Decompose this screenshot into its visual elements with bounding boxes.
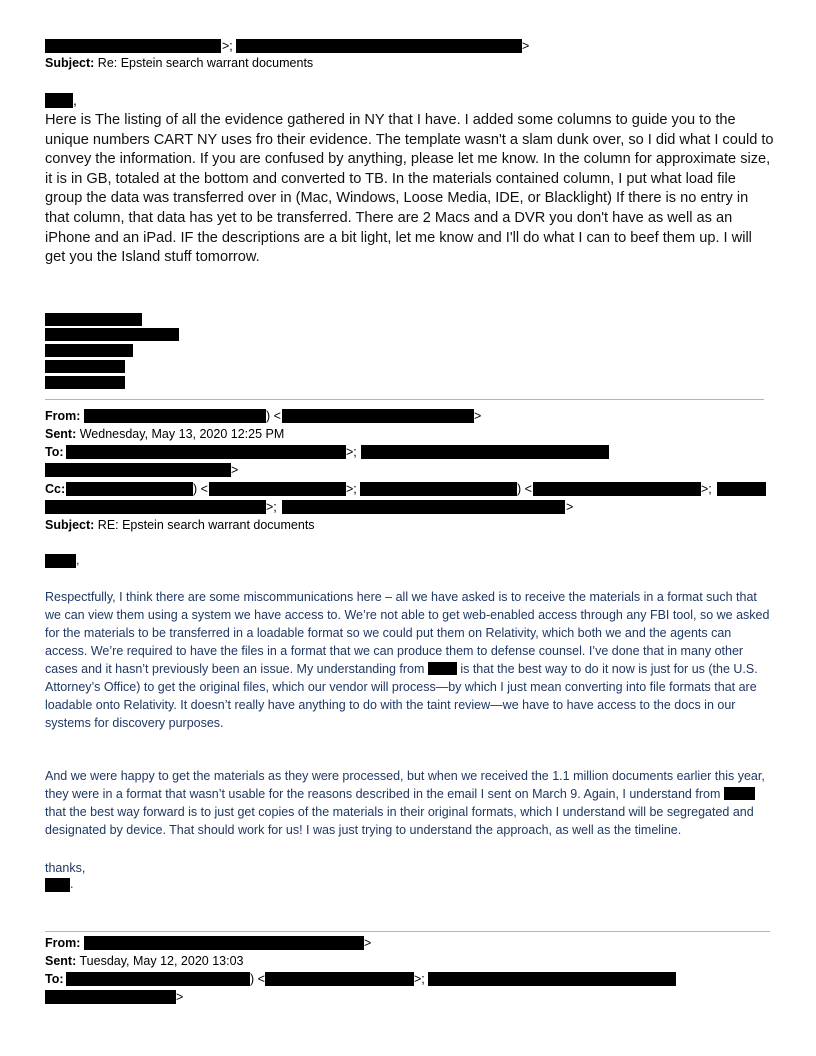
to-label: To: — [45, 972, 64, 986]
sent-value: Tuesday, May 12, 2020 13:03 — [76, 954, 244, 968]
subject-label: Subject: — [45, 56, 95, 70]
paragraph-text: is that the best way to do it now is just for us (the U.S. Attorney’s Office) to get the original files, which our vendor will process—by which I just mean converting into file formats that are loadable onto Relativity. It doesn’t really have anything to do with the taint review—we have to have access to the docs in our systems for discovery purposes. — [45, 662, 758, 730]
redacted-cc-recipient — [282, 500, 565, 514]
message-paragraph — [45, 767, 775, 839]
message-paragraph: Here is The listing of all the evidence gathered in NY that I have. I added some columns to guide you to the unique numbers CART NY uses fro their evidence. The template wasn't a slam dunk over, so I did what I could to convey the information. If you are confused by anything, please let me know. In the column for approximate size, it is in GB, totaled at the bottom and converted to TB. In the materials contained column, I put what load file group the data was transferred over in (Mac, Windows, Loose Media, IDE, or Blacklight) If there is no entry in that column, that data has yet to be transferred. There are 2 Macs and a DVR you don't have as well as an iPhone and an iPad. IF the descriptions are a bit light, let me know and I'll do what I can to beef them up. I will get you the Island stuff tomorrow. — [45, 112, 774, 266]
paragraph-text: And we were happy to get the materials as they were processed, but when we received the 1.1 million documents earlier this year, they were in a format that wasn’t usable for the reasons described in the email I sent on March 9. Again, I understand from — [45, 769, 765, 801]
closing-text: thanks, — [45, 861, 86, 875]
sent-label: Sent: — [45, 427, 77, 441]
redacted-recipient-name — [45, 39, 221, 53]
cc-separator: > — [566, 500, 574, 514]
redacted-sender — [84, 936, 364, 950]
redacted-greeting-name — [45, 554, 76, 568]
redacted-to-recipient — [45, 463, 231, 477]
from-label: From: — [45, 936, 81, 950]
signature-period: . — [70, 877, 74, 891]
sent-label: Sent: — [45, 954, 77, 968]
message-paragraph — [45, 588, 775, 732]
redacted-to-recipient — [45, 990, 176, 1004]
redacted-greeting-name — [45, 93, 73, 108]
to-separator: ) < — [250, 972, 265, 986]
redacted-sender-name — [84, 409, 266, 423]
greeting-comma: , — [73, 92, 77, 108]
from-separator: > — [474, 409, 482, 423]
redacted-to-recipient — [361, 445, 609, 459]
redacted-to-recipient — [265, 972, 414, 986]
second-message-paragraph-2 — [45, 767, 775, 839]
redacted-cc-recipient — [717, 482, 766, 496]
to-separator: >; — [346, 445, 357, 459]
to-label: To: — [45, 445, 64, 459]
redacted-recipient-email — [236, 39, 522, 53]
recipient-separator: > — [522, 39, 530, 53]
sent-line — [45, 953, 244, 969]
redacted-name — [428, 662, 457, 675]
cc-label: Cc: — [45, 482, 66, 496]
subject-value: RE: Epstein search warrant documents — [94, 518, 315, 532]
cc-separator: >; — [701, 482, 712, 496]
paragraph-text: that the best way forward is to just get copies of the materials in their original formats, which I understand will be segregated and designated by device. That should work for us! I was just trying to understand the approach, as well as the timeline. — [45, 805, 754, 837]
redacted-cc-recipient — [209, 482, 346, 496]
cc-separator: ) < — [193, 482, 208, 496]
to-separator: >; — [414, 972, 425, 986]
to-separator: > — [176, 990, 184, 1004]
redacted-sender-email — [282, 409, 474, 423]
cc-separator: >; — [266, 500, 277, 514]
cc-separator: >; — [346, 482, 357, 496]
subject-value: Re: Epstein search warrant documents — [94, 56, 314, 70]
from-separator: ) < — [266, 409, 281, 423]
redacted-cc-recipient — [45, 500, 266, 514]
redacted-cc-recipient — [533, 482, 701, 496]
paragraph-text: Respectfully, I think there are some miscommunications here – all we have asked is to receive the materials in a format such that we can view them using a system we have access to. We’re not able to get web-enabled access through any FBI tool, so we asked for the materials to be transferred in a loadable format so we could put them on Relativity, which both we and the agents can access. We’re required to have the files in a format that we can produce them to defense counsel. I’ve done that in many other cases and it hasn’t previously been an issue. My understanding from — [45, 590, 770, 676]
to-separator: > — [231, 463, 239, 477]
message-divider — [45, 931, 770, 932]
redacted-cc-recipient — [360, 482, 517, 496]
redacted-to-recipient — [66, 972, 250, 986]
redacted-cc-recipient — [66, 482, 193, 496]
redacted-signature-name — [45, 878, 70, 892]
sent-value: Wednesday, May 13, 2020 12:25 PM — [76, 427, 285, 441]
cc-separator: ) < — [517, 482, 532, 496]
recipient-separator: >; — [222, 39, 233, 53]
second-message-paragraph-1 — [45, 588, 775, 732]
sent-line — [45, 426, 284, 442]
message-divider — [45, 399, 764, 400]
from-label: From: — [45, 409, 81, 423]
subject-line — [45, 55, 313, 71]
first-message-body — [45, 111, 775, 268]
subject-label: Subject: — [45, 518, 95, 532]
redacted-name — [724, 787, 755, 800]
redacted-to-recipient — [428, 972, 676, 986]
from-separator: > — [364, 936, 372, 950]
subject-line — [45, 517, 315, 533]
greeting-comma: , — [76, 553, 80, 567]
redacted-to-recipient — [66, 445, 346, 459]
